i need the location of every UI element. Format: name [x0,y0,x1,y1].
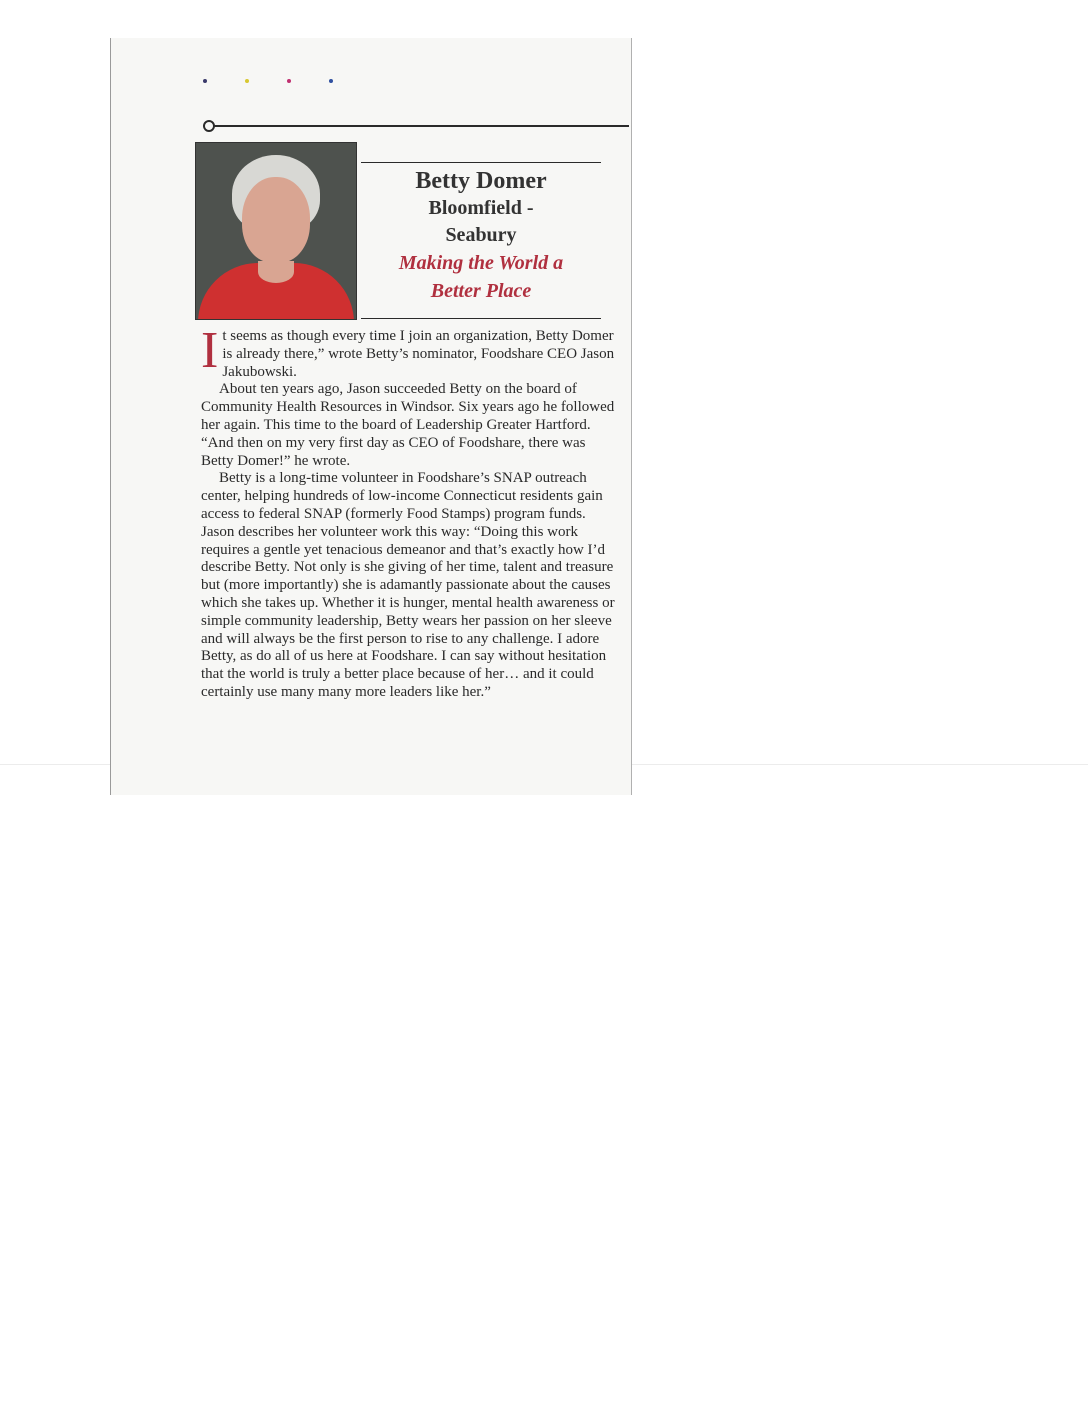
portrait-photo [195,142,357,320]
headline-block [361,167,601,305]
registration-dot [329,79,333,83]
location-line: Bloomfield - [428,197,534,219]
headline-bottom-rule [361,318,601,319]
paragraph-2: About ten years ago, Jason succeeded Betty on the board of Community Health Resources in Windsor. Six years ago he followed her again. This time to the board of Leadership Greater Hartford. “And then on my very first day as CEO of Foodshare, there was Betty Domer!” he wrote. [201,381,615,469]
top-rule [209,125,629,127]
registration-dot [203,79,207,83]
portrait-neck [258,261,294,283]
registration-dot [287,79,291,83]
rule-end-circle [203,120,215,132]
headline-top-rule [361,162,601,163]
location-line: Seabury [445,224,517,246]
paragraph-1 [201,322,621,381]
registration-dots [203,79,343,85]
tagline: Better Place [430,280,532,302]
paragraph-3: Betty is a long-time volunteer in Foodshare’s SNAP outreach center, helping hundreds of low-income Connecticut residents gain access to federal SNAP (formerly Food Stamps) program funds. Jason describes her volunteer work this way: “Doing this work requires a gentle yet tenacious demeanor and that’s exactly how I’d describe Betty. Not only is she giving of her time, talent and treasure but (more importantly) she is adamantly passionate about the causes which she takes up. Whether it is hunger, mental health awareness or simple community leadership, Betty wears her passion on her sleeve and will always be the first person to rise to any challenge. I adore Betty, as do all of us here at Foodshare. I can say without hesitation that the world is truly a better place because of her… and it could certainly use many many more leaders like her.” [201,470,615,700]
article-body [201,322,621,702]
newspaper-clipping [110,38,632,795]
portrait-face [242,177,310,263]
paragraph-1-text: t seems as though every time I join an organization, Betty Domer is already there,” wrote Betty’s nominator, Foodshare CEO Jason Jakubowski. [222,328,615,380]
registration-dot [245,79,249,83]
honoree-name: Betty Domer [415,168,547,194]
tagline: Making the World a [398,252,564,274]
drop-cap: I [201,322,219,379]
